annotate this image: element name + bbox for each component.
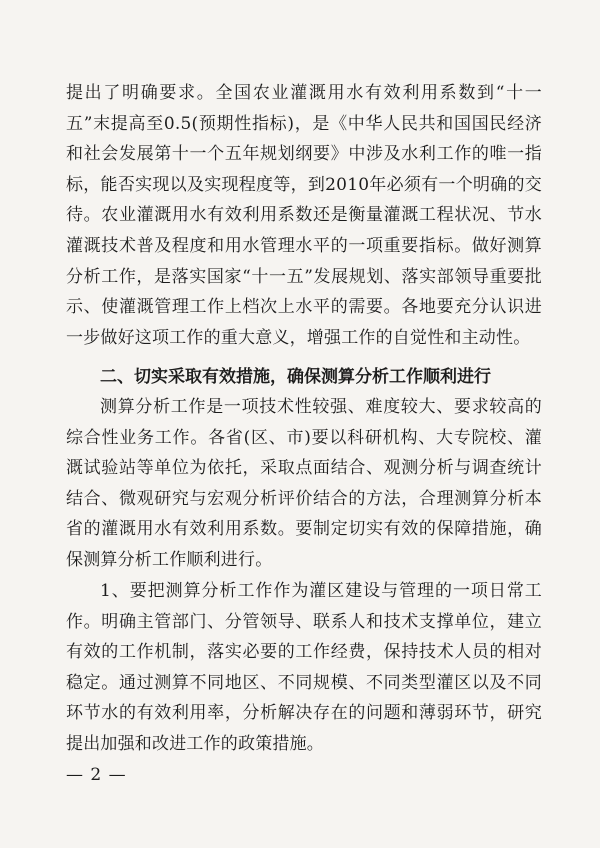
- paragraph-significance: 提出了明确要求。全国农业灌溉用水有效利用系数到“十一五”末提高至0.5(预期性指标)，是《中华人民共和国国民经济和社会发展第十一个五年规划纲要》中涉及水利工作的唯一指标，能否实现以及实现程度等，到2010年必须有一个明确的交待。农业灌溉用水有效利用系数还是衡量灌溉工程状况、节水灌溉技术普及程度和用水管理水平的一项重要指标。做好测算分析工作，是落实国家“十一五”发展规划、落实部领导重要批示、使灌溉管理工作上档次上水平的需要。各地要充分认识进一步做好这项工作的重大意义，增强工作的自觉性和主动性。: [66, 83, 542, 348]
- section-heading-2: 二、切实采取有效措施，确保测算分析工作顺利进行: [100, 367, 491, 387]
- paragraph-item-1: 1、要把测算分析工作作为灌区建设与管理的一项日常工作。明确主管部门、分管领导、联系人和技术支撑单位，建立有效的工作机制，落实必要的工作经费，保持技术人员的相对稳定。通过测算不同地区、不同规模、不同类型灌区以及不同环节水的有效利用率，分析解决存在的问题和薄弱环节，研究提出加强和改进工作的政策措施。: [66, 581, 542, 754]
- paragraph-measures: 测算分析工作是一项技术性较强、难度较大、要求较高的综合性业务工作。各省(区、市)要以科研机构、大专院校、灌溉试验站等单位为依托，采取点面结合、观测分析与调查统计结合、微观研究与宏观分析评价结合的方法，合理测算分析本省的灌溉用水有效利用系数。要制定切实有效的保障措施，确保测算分析工作顺利进行。: [66, 397, 542, 570]
- page-number: — 2 —: [66, 765, 127, 785]
